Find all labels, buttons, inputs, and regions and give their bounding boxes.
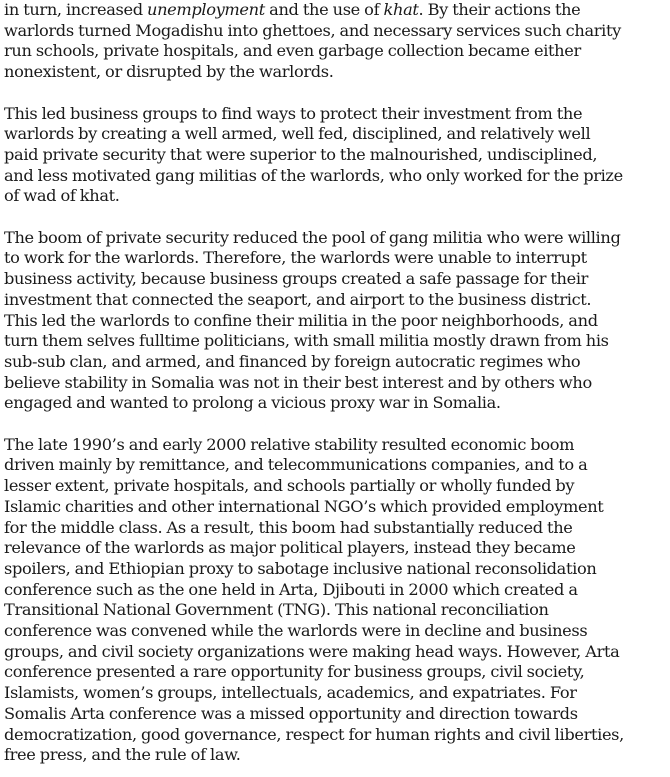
text-line: and less motivated gang militias of the warlords, who only worked for the prize — [4, 165, 623, 185]
paragraph-4 — [4, 435, 670, 766]
text-line: This led business groups to find ways to protect their investment from the — [4, 103, 583, 123]
text-segment: and the use of — [264, 0, 384, 19]
paragraph-2 — [4, 104, 670, 208]
text-line: driven mainly by remittance, and telecommunications companies, and to a — [4, 455, 588, 475]
text-line: business activity, because business groups created a safe passage for their — [4, 269, 589, 289]
text-line: run schools, private hospitals, and even garbage collection became either — [4, 41, 581, 61]
text-line — [4, 0, 670, 21]
text-line: spoilers, and Ethiopian proxy to sabotage inclusive national reconsolidation — [4, 558, 597, 578]
text-line: lesser extent, private hospitals, and schools partially or wholly funded by — [4, 476, 575, 496]
italic-term-khat: khat — [383, 0, 419, 19]
text-line: investment that connected the seaport, and airport to the business district. — [4, 289, 592, 309]
text-line: conference was convened while the warlords were in decline and business — [4, 621, 588, 641]
text-line: democratization, good governance, respect for human rights and civil liberties, — [4, 724, 624, 744]
text-line: The boom of private security reduced the pool of gang militia who were willing — [4, 227, 621, 247]
text-line: free press, and the rule of law. — [4, 745, 241, 765]
italic-term-unemployment: unemployment — [147, 0, 265, 19]
text-line: relevance of the warlords as major political players, instead they became — [4, 538, 576, 558]
text-line: believe stability in Somalia was not in their best interest and by others who — [4, 372, 592, 392]
text-line: conference presented a rare opportunity for business groups, civil society, — [4, 662, 585, 682]
text-line: The late 1990’s and early 2000 relative stability resulted economic boom — [4, 434, 575, 454]
text-line: engaged and wanted to prolong a vicious proxy war in Somalia. — [4, 393, 501, 413]
text-line: sub-sub clan, and armed, and financed by foreign autocratic regimes who — [4, 351, 581, 371]
text-line: groups, and civil society organizations were making head ways. However, Arta — [4, 641, 620, 661]
text-line: Islamic charities and other international NGO’s which provided employment — [4, 496, 604, 516]
text-segment: . By their actions the — [418, 0, 581, 19]
text-line: paid private security that were superior to the malnourished, undisciplined, — [4, 144, 598, 164]
text-line: warlords by creating a well armed, well fed, disciplined, and relatively well — [4, 124, 591, 144]
paragraph-3 — [4, 228, 670, 414]
text-line: for the middle class. As a result, this boom had substantially reduced the — [4, 517, 573, 537]
paragraph-1 — [4, 0, 670, 83]
text-line: This led the warlords to confine their militia in the poor neighborhoods, and — [4, 310, 598, 330]
text-line: nonexistent, or disrupted by the warlords. — [4, 62, 334, 82]
text-line: Somalis Arta conference was a missed opportunity and direction towards — [4, 703, 578, 723]
text-line: to work for the warlords. Therefore, the warlords were unable to interrupt — [4, 248, 587, 268]
text-segment: in turn, increased — [4, 0, 148, 19]
text-line: warlords turned Mogadishu into ghettoes, and necessary services such charity — [4, 20, 621, 40]
text-line: Transitional National Government (TNG). This national reconciliation — [4, 600, 549, 620]
text-line: conference such as the one held in Arta, Djibouti in 2000 which created a — [4, 579, 578, 599]
text-line: turn them selves fulltime politicians, with small militia mostly drawn from his — [4, 331, 609, 351]
text-line: Islamists, women’s groups, intellectuals, academics, and expatriates. For — [4, 683, 577, 703]
text-line: of wad of khat. — [4, 186, 120, 206]
